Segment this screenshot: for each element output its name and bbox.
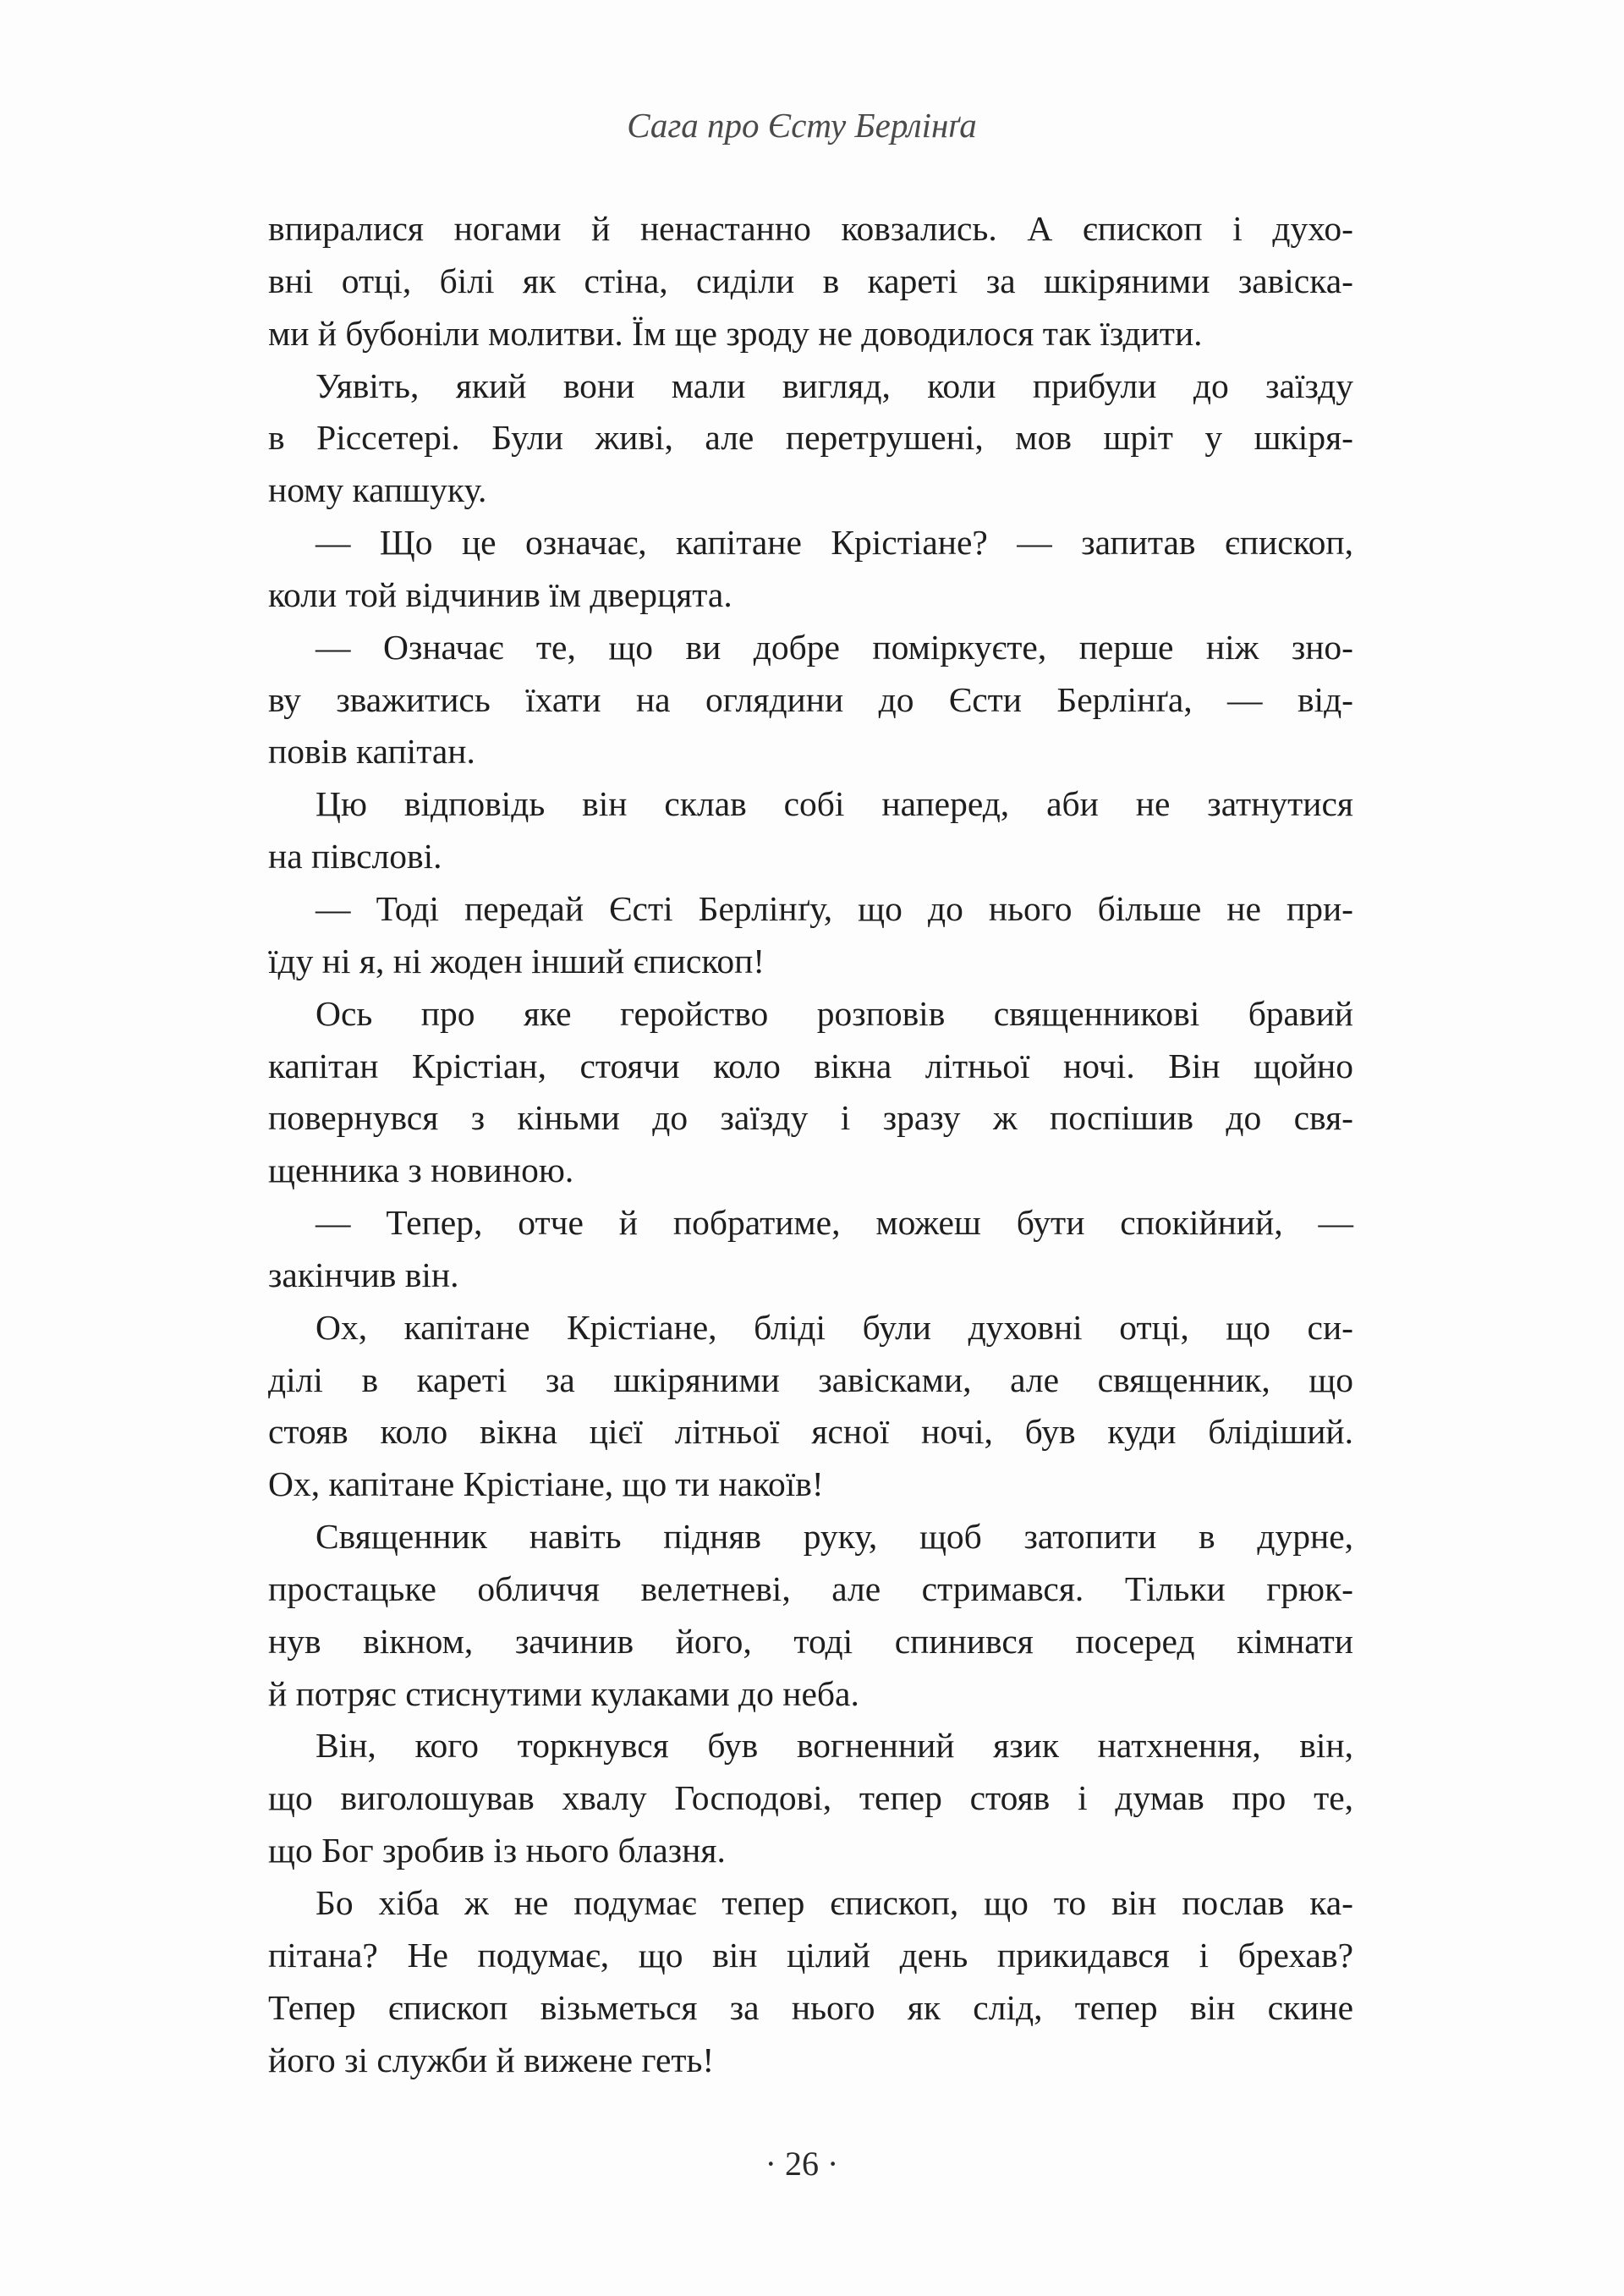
body-text [268,203,1353,2086]
text-line: що Бог зробив із нього блазня. [268,1831,726,1870]
text-line: ному капшуку. [268,470,487,510]
text-line: ділі в кареті за шкіряними завісками, але священник, що [268,1359,1353,1399]
text-line: Цю відповідь він склав собі наперед, аби не затнутися [315,784,1353,824]
text-line: закінчив він. [268,1255,459,1294]
text-line: Ох, капітане Крістіане, що ти накоїв! [268,1464,824,1504]
text-line: — Тепер, отче й побратиме, можеш бути спокійний, — [315,1203,1353,1243]
page-number: · 26 · [765,2145,839,2183]
text-line: їду ні я, ні жоден інший єпископ! [268,941,765,980]
book-title: Сага про Єсту Берлінґа [627,106,977,145]
text-line: ву зважитись їхати на оглядини до Єсти Берлінґа, — від- [268,679,1353,719]
text-line: Ось про яке геройство розповів священникові бравий [315,993,1353,1033]
text-line: що виголошував хвалу Господові, тепер стояв і думав про те, [268,1778,1353,1818]
text-line: Уявіть, який вони мали вигляд, коли прибули до заїзду [315,365,1353,405]
text-line: повернувся з кіньми до заїзду і зразу ж поспішив до свя- [268,1098,1353,1138]
text-line: — Тоді передай Єсті Берлінґу, що до нього більше не при- [315,888,1353,928]
text-line: Священник навіть підняв руку, щоб затопити в дурне, [315,1517,1353,1557]
text-line: стояв коло вікна цієї літньої ясної ночі, був куди блідіший. [268,1412,1353,1452]
text-line: його зі служби й вижене геть! [268,2040,715,2079]
text-line: щенника з новиною. [268,1151,574,1190]
text-line: простацьке обличчя велетневі, але стримався. Тільки грюк- [268,1568,1353,1608]
text-line: пітана? Не подумає, що він цілий день прикидався і брехав? [268,1935,1353,1975]
text-line: коли той відчинив їм дверцята. [268,574,732,614]
text-line: — Що це означає, капітане Крістіане? — запитав єпископ, [315,523,1353,563]
text-line: — Означає те, що ви добре поміркуєте, перше ніж зно- [315,627,1353,667]
text-line: в Ріссетері. Були живі, але перетрушені, мов шріт у шкіря- [268,418,1353,458]
text-line: на півслові. [268,837,442,876]
text-line: й потряс стиснутими кулаками до неба. [268,1673,859,1713]
text-line: Тепер єпископ візьметься за нього як слід, тепер він скине [268,1987,1353,2027]
text-line: нув вікном, зачинив його, тоді спинився посеред кімнати [268,1621,1353,1661]
running-head [0,100,1624,151]
text-line: Ох, капітане Крістіане, бліді були духовні отці, що си- [315,1307,1353,1347]
text-line: Він, кого торкнувся був вогненний язик натхнення, він, [315,1726,1353,1766]
text-line: ми й бубоніли молитви. Їм ще зроду не доводилося так їздити. [268,313,1203,353]
text-line: капітан Крістіан, стоячи коло вікна літньої ночі. Він щойно [268,1046,1353,1085]
text-line: впиралися ногами й ненастанно ковзались. А єпископ і духо- [268,209,1353,248]
text-line: вні отці, білі як стіна, сиділи в кареті за шкіряними завіска- [268,261,1353,300]
text-line: повів капітан. [268,732,475,772]
text-line: Бо хіба ж не подумає тепер єпископ, що то він послав ка- [315,1883,1353,1922]
